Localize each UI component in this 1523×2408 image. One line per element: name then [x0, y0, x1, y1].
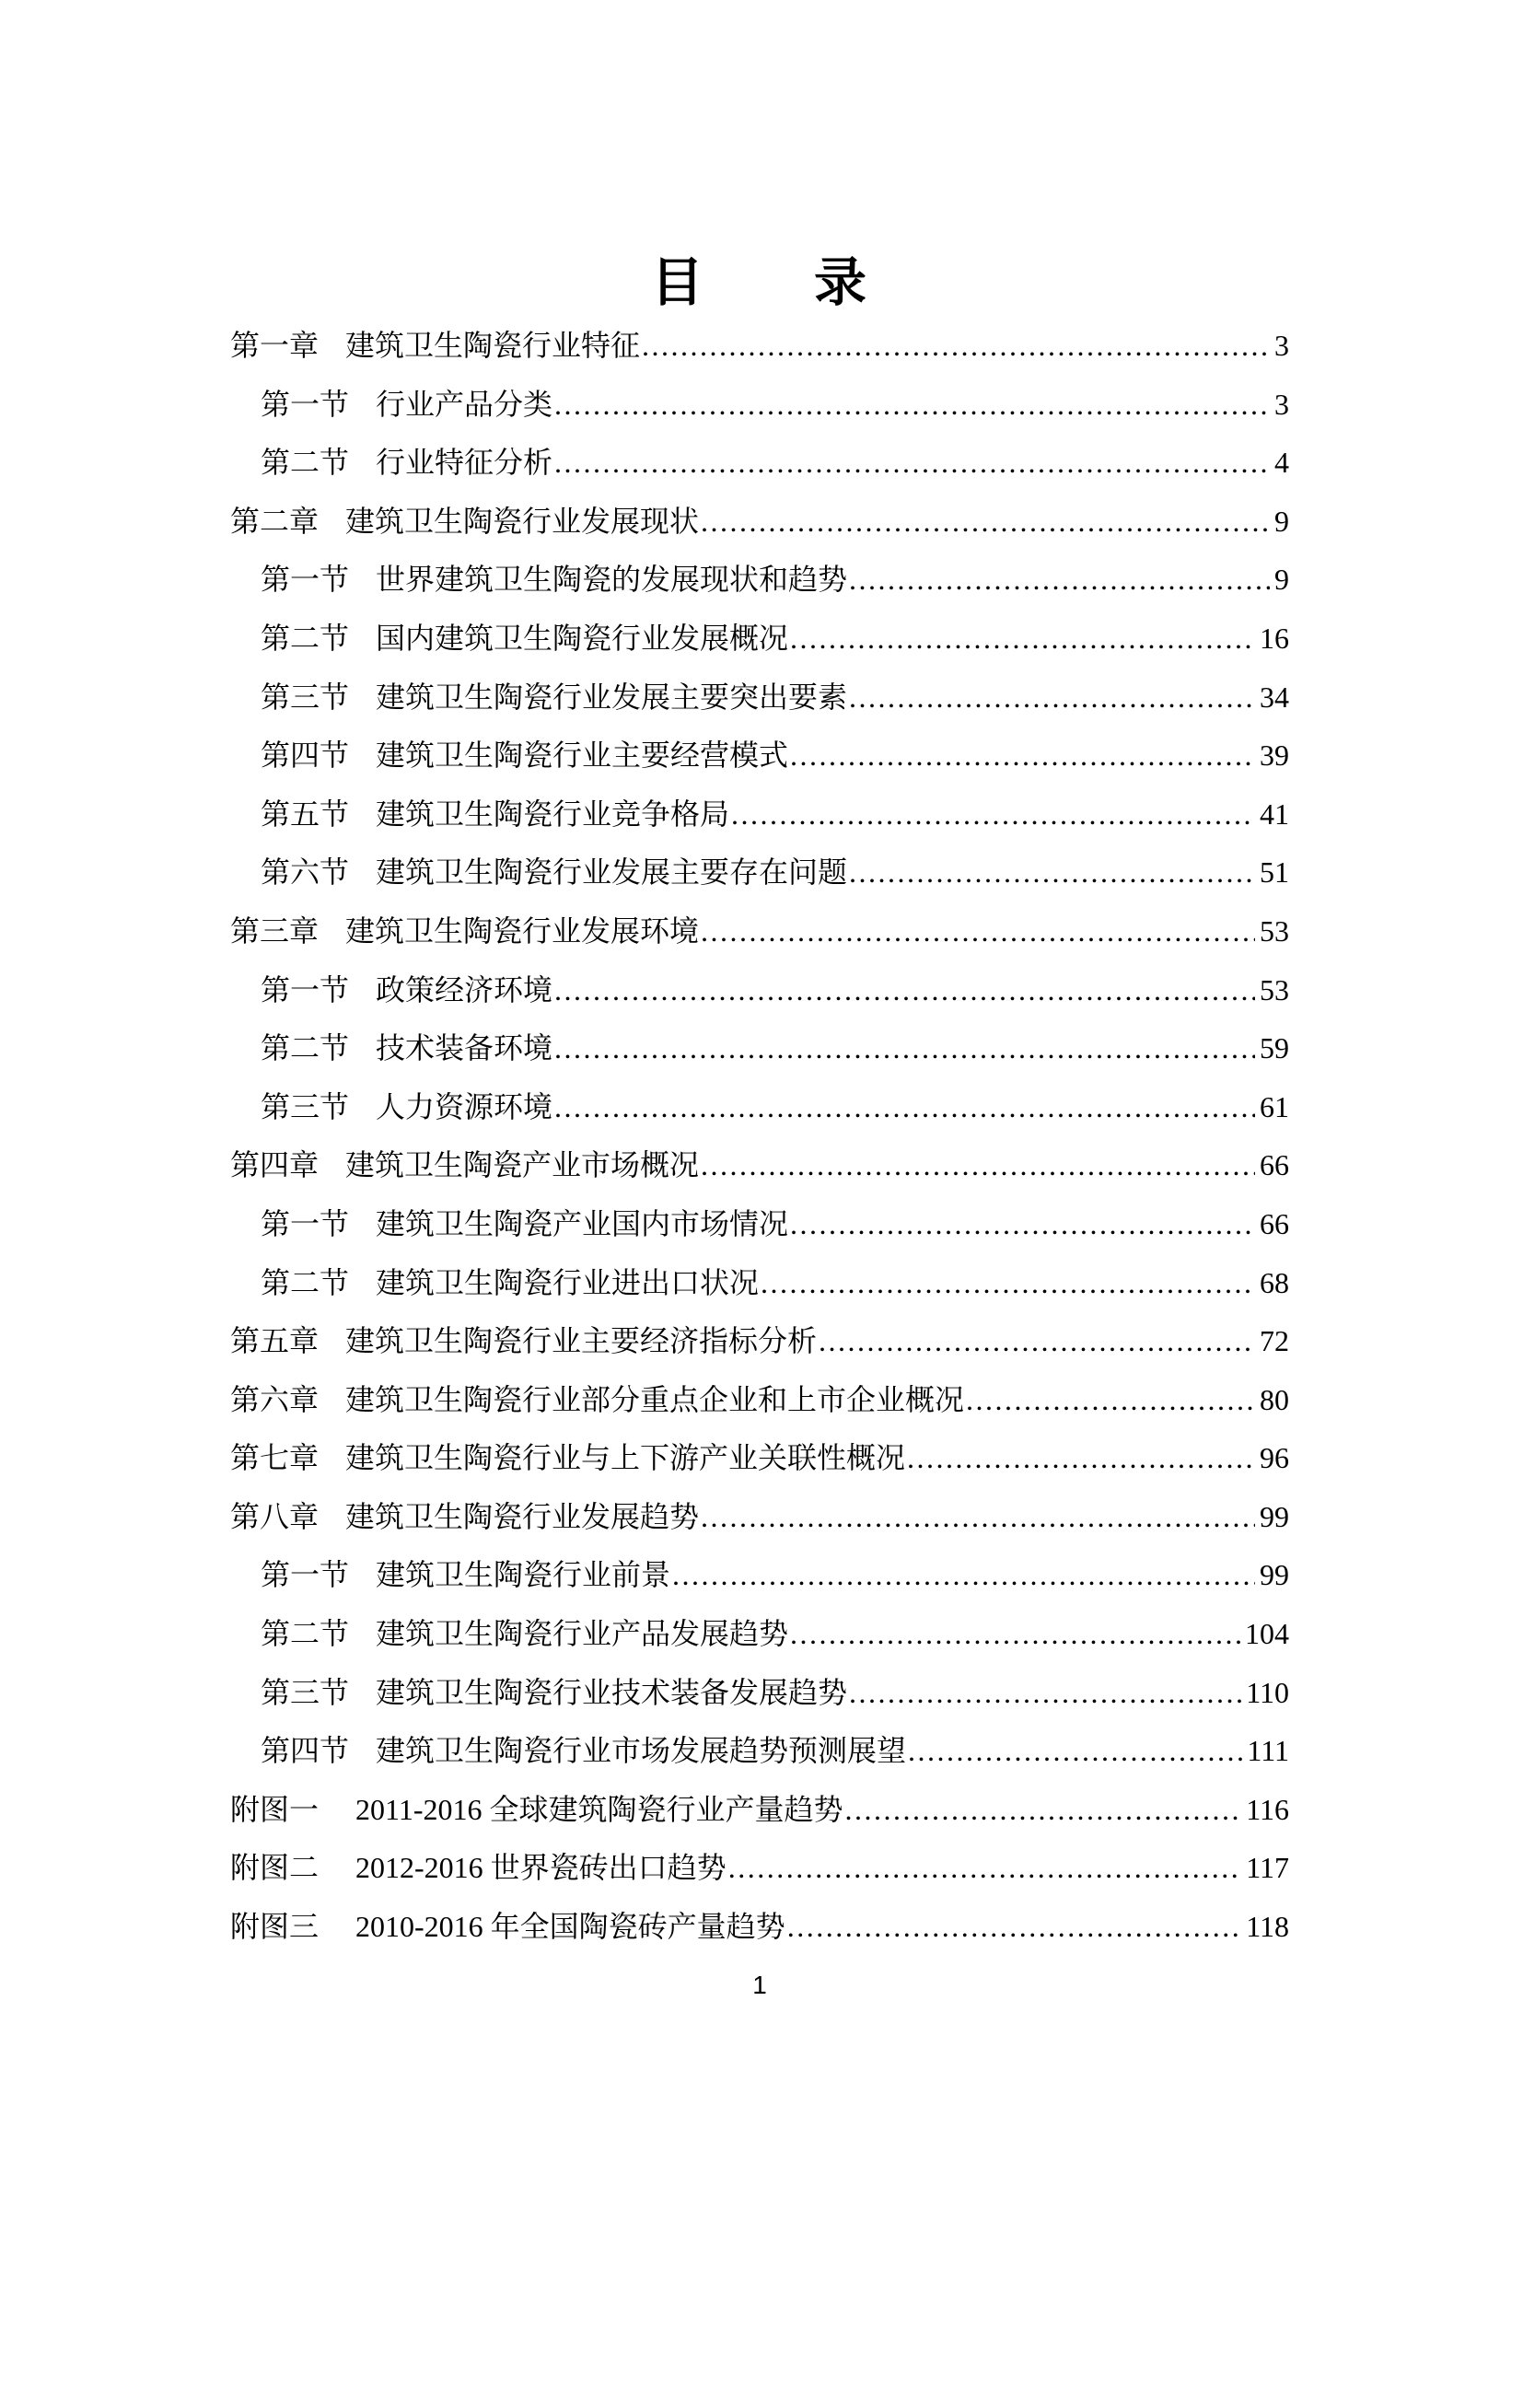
toc-entry-label: 第五节	[261, 797, 350, 831]
toc-dot-leader	[701, 1488, 1255, 1547]
toc-entry-title: 人力资源环境	[376, 1089, 553, 1123]
toc-entry-title: 行业特征分析	[376, 446, 553, 480]
toc-entry-label: 第六节	[261, 855, 350, 890]
toc-dot-leader	[642, 317, 1270, 376]
toc-entry[interactable]	[230, 1605, 1289, 1664]
toc-entry-label: 第四章	[230, 1148, 320, 1182]
toc-entry-page-number: 61	[1260, 1089, 1289, 1123]
toc-entry[interactable]	[230, 610, 1289, 669]
toc-dot-leader	[908, 1722, 1242, 1781]
toc-entry-title: 建筑卫生陶瓷行业主要经济指标分析	[345, 1324, 818, 1358]
toc-entry[interactable]	[230, 902, 1289, 961]
toc-dot-leader	[790, 1605, 1240, 1664]
toc-entry-label: 第三章	[230, 913, 320, 948]
toc-entry[interactable]	[230, 1195, 1289, 1254]
toc-dot-leader	[787, 1898, 1242, 1957]
toc-entry-title: 建筑卫生陶瓷行业发展主要存在问题	[376, 855, 848, 890]
toc-entry-title: 2010-2016 年全国陶瓷砖产量趋势	[355, 1910, 785, 1944]
toc-entry[interactable]	[230, 493, 1289, 552]
toc-entry[interactable]	[230, 1781, 1289, 1840]
toc-entry-title: 建筑卫生陶瓷产业市场概况	[345, 1148, 700, 1182]
toc-entry-page-number: 53	[1260, 972, 1289, 1006]
toc-entry-title: 建筑卫生陶瓷行业主要经营模式	[376, 739, 789, 773]
toc-entry-label: 第一节	[261, 972, 350, 1006]
toc-entry[interactable]	[230, 785, 1289, 844]
toc-entry-title: 世界建筑卫生陶瓷的发展现状和趋势	[376, 563, 848, 597]
toc-entry-title: 建筑卫生陶瓷行业特征	[345, 329, 641, 362]
toc-dot-leader	[907, 1429, 1255, 1488]
footer-page-number: 1	[752, 1970, 767, 1999]
toc-entry-page-number: 110	[1246, 1675, 1289, 1709]
toc-entry-label: 附图二	[230, 1851, 320, 1885]
toc-entry[interactable]	[230, 961, 1289, 1020]
toc-entry-label: 第四节	[261, 1734, 350, 1768]
toc-entry-title: 建筑卫生陶瓷行业发展现状	[345, 504, 700, 538]
toc-dot-leader	[849, 551, 1270, 610]
toc-entry[interactable]	[230, 551, 1289, 610]
toc-entry-title: 国内建筑卫生陶瓷行业发展概况	[376, 621, 789, 655]
toc-entry-title: 政策经济环境	[376, 972, 553, 1006]
toc-entry-label: 第六章	[230, 1382, 320, 1416]
toc-entry-label: 附图三	[230, 1910, 320, 1944]
toc-entry-title: 建筑卫生陶瓷行业发展主要突出要素	[376, 680, 848, 714]
toc-dot-leader	[849, 669, 1255, 727]
toc-entry[interactable]	[230, 1429, 1289, 1488]
toc-entry-title: 建筑卫生陶瓷行业竞争格局	[376, 797, 730, 831]
toc-dot-leader	[790, 727, 1255, 785]
toc-entry[interactable]	[230, 1546, 1289, 1605]
toc-entry[interactable]	[230, 843, 1289, 902]
toc-entry[interactable]	[230, 434, 1289, 493]
toc-dot-leader	[966, 1371, 1255, 1430]
toc-dot-leader	[849, 843, 1255, 902]
toc-entry-label: 第三节	[261, 1089, 350, 1123]
toc-entry[interactable]	[230, 1839, 1289, 1898]
toc-entry-label: 第四节	[261, 739, 350, 773]
toc-entry-page-number: 111	[1247, 1734, 1289, 1768]
toc-entry-page-number: 9	[1274, 563, 1289, 597]
toc-entry-page-number: 9	[1274, 504, 1289, 538]
toc-entry-label: 第二节	[261, 1617, 350, 1651]
toc-entry-page-number: 3	[1274, 387, 1289, 421]
toc-dot-leader	[672, 1546, 1255, 1605]
toc-dot-leader	[819, 1312, 1255, 1371]
toc-entry-page-number: 59	[1260, 1031, 1289, 1065]
toc-entry-label: 第一节	[261, 563, 350, 597]
toc-entry-label: 第二节	[261, 446, 350, 480]
toc-entry-page-number: 68	[1260, 1265, 1289, 1299]
toc-entry[interactable]	[230, 669, 1289, 727]
toc-entry-label: 第二节	[261, 1031, 350, 1065]
toc-dot-leader	[701, 1136, 1255, 1195]
toc-entry-page-number: 99	[1260, 1499, 1289, 1533]
toc-dot-leader	[731, 785, 1255, 844]
toc-dot-leader	[554, 961, 1255, 1020]
toc-entry-label: 第五章	[230, 1324, 320, 1358]
toc-entry-title: 2011-2016 全球建筑陶瓷行业产量趋势	[355, 1792, 843, 1826]
toc-entry-label: 第七章	[230, 1441, 320, 1475]
toc-entry-page-number: 4	[1274, 446, 1289, 480]
toc-entry[interactable]	[230, 1254, 1289, 1313]
toc-entry-label: 第二节	[261, 1265, 350, 1299]
toc-entry-page-number: 41	[1260, 797, 1289, 831]
toc-entry-title: 建筑卫生陶瓷行业发展趋势	[345, 1499, 700, 1533]
toc-entry[interactable]	[230, 1488, 1289, 1547]
toc-dot-leader	[554, 434, 1270, 493]
toc-entry-title: 建筑卫生陶瓷行业技术装备发展趋势	[376, 1675, 848, 1709]
toc-entry-page-number: 96	[1260, 1441, 1289, 1475]
toc-entry-page-number: 16	[1260, 621, 1289, 655]
toc-dot-leader	[554, 376, 1270, 435]
toc-dot-leader	[790, 1195, 1255, 1254]
toc-entry-label: 第一节	[261, 1558, 350, 1592]
toc-dot-leader	[701, 902, 1255, 961]
toc-entry-label: 第二章	[230, 504, 320, 538]
toc-entry-title: 2012-2016 世界瓷砖出口趋势	[355, 1851, 727, 1885]
toc-entry-label: 第三节	[261, 1675, 350, 1709]
toc-entry-page-number: 72	[1260, 1324, 1289, 1358]
toc-entry-label: 第一节	[261, 1206, 350, 1240]
toc-entry[interactable]	[230, 1312, 1289, 1371]
toc-dot-leader	[761, 1254, 1255, 1313]
toc-entry-label: 第一章	[230, 329, 320, 362]
toc-entry-label: 附图一	[230, 1792, 320, 1826]
toc-dot-leader	[554, 1078, 1255, 1137]
toc-entry-page-number: 34	[1260, 680, 1289, 714]
toc-dot-leader	[790, 610, 1255, 669]
toc-entry[interactable]	[230, 376, 1289, 435]
toc-entry-page-number: 99	[1260, 1558, 1289, 1592]
toc-entry-title: 建筑卫生陶瓷行业前景	[376, 1558, 671, 1592]
toc-entry-title: 建筑卫生陶瓷行业产品发展趋势	[376, 1617, 789, 1651]
toc-entry-label: 第八章	[230, 1499, 320, 1533]
page-title: 目 录	[651, 254, 868, 312]
toc-entry[interactable]	[230, 1078, 1289, 1137]
toc-entry[interactable]	[230, 1019, 1289, 1078]
toc-entry-page-number: 66	[1260, 1206, 1289, 1240]
toc-dot-leader	[554, 1019, 1255, 1078]
toc-entry-label: 第二节	[261, 621, 350, 655]
toc-entry[interactable]	[230, 1664, 1289, 1723]
toc-entry[interactable]	[230, 1722, 1289, 1781]
toc-entry[interactable]	[230, 1898, 1289, 1957]
toc-entry[interactable]	[230, 727, 1289, 785]
toc-dot-leader	[845, 1781, 1242, 1840]
toc-entry-page-number: 3	[1274, 329, 1289, 362]
toc-dot-leader	[849, 1664, 1241, 1723]
toc-entry-title: 建筑卫生陶瓷行业与上下游产业关联性概况	[345, 1441, 906, 1475]
toc-entry-title: 建筑卫生陶瓷行业进出口状况	[376, 1265, 760, 1299]
toc-entry-title: 技术装备环境	[376, 1031, 553, 1065]
toc-entry[interactable]	[230, 1136, 1289, 1195]
toc-entry-title: 行业产品分类	[376, 387, 553, 421]
toc-entry-title: 建筑卫生陶瓷行业发展环境	[345, 913, 700, 948]
toc-entry-page-number: 51	[1260, 855, 1289, 890]
toc-entry[interactable]	[230, 1371, 1289, 1430]
toc-entry-page-number: 53	[1260, 913, 1289, 948]
toc-list	[230, 317, 1289, 1957]
toc-entry-page-number: 116	[1246, 1792, 1289, 1826]
toc-entry-page-number: 117	[1246, 1851, 1289, 1885]
toc-entry-label: 第三节	[261, 680, 350, 714]
toc-dot-leader	[728, 1839, 1242, 1898]
toc-entry-title: 建筑卫生陶瓷行业部分重点企业和上市企业概况	[345, 1382, 965, 1416]
toc-entry-page-number: 80	[1260, 1382, 1289, 1416]
toc-entry-title: 建筑卫生陶瓷产业国内市场情况	[376, 1206, 789, 1240]
toc-entry-page-number: 39	[1260, 739, 1289, 773]
toc-dot-leader	[701, 493, 1270, 552]
toc-entry-page-number: 66	[1260, 1148, 1289, 1182]
toc-entry-page-number: 118	[1246, 1910, 1289, 1944]
document-page	[0, 254, 1523, 1999]
toc-entry-title: 建筑卫生陶瓷行业市场发展趋势预测展望	[376, 1734, 907, 1768]
toc-entry-label: 第一节	[261, 387, 350, 421]
toc-entry[interactable]	[230, 317, 1289, 376]
toc-entry-page-number: 104	[1245, 1617, 1289, 1651]
